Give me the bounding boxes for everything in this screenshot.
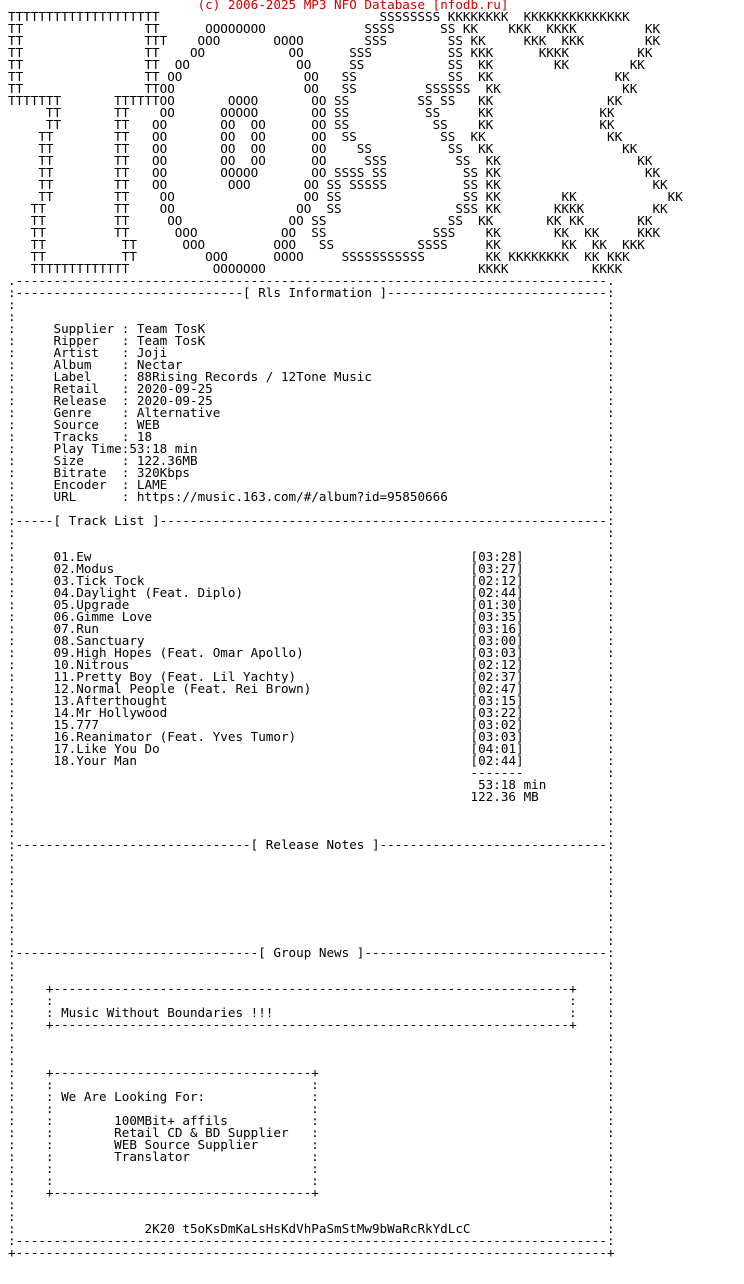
blank-line: : : xyxy=(8,525,615,540)
blank-line: : : xyxy=(8,801,615,816)
blank-line: : : xyxy=(8,1209,615,1224)
blank-line: : : xyxy=(8,501,615,516)
track-title: 14.Mr Hollywood xyxy=(53,705,168,720)
looking-for-item: : : WEB Source Supplier : : xyxy=(8,1137,615,1152)
release-info-value: Joji xyxy=(136,345,168,360)
totals-size-row: : 122.36 MB : xyxy=(8,789,615,804)
track-title: 11.Pretty Boy (Feat. Lil Yachty) xyxy=(53,669,297,684)
looking-for-title-row: : : We Are Looking For: : : xyxy=(8,1089,615,1104)
track-title: 04.Daylight (Feat. Diplo) xyxy=(53,585,244,600)
footer-code-row: : 2K20 t5oKsDmKaLsHsKdVhPaSmStMw9bWaRcRkYdLcC : xyxy=(8,1221,615,1236)
track-title: 05.Upgrade xyxy=(53,597,130,612)
box-bottom-border: :------------------------------------------------------------------------------: xyxy=(8,1233,615,1248)
motto-box-blank: : : : : xyxy=(8,993,615,1008)
track-time: [03:16] xyxy=(470,621,524,636)
looking-for-box-blank: : : : : xyxy=(8,1077,615,1092)
group-news-header: :--------------------------------[ Group News ]--------------------------------: xyxy=(8,945,615,960)
release-info-row: : Ripper : Team TosK : xyxy=(8,333,615,348)
blank-line: : : xyxy=(8,1029,615,1044)
track-title: 17.Like You Do xyxy=(53,741,160,756)
track-row: : 03.Tick Tock [02:12] : xyxy=(8,573,615,588)
blank-line: : : xyxy=(8,1053,615,1068)
total-size: 122.36 MB xyxy=(470,789,539,804)
release-info-value: Team TosK xyxy=(136,333,206,348)
looking-for-item: : : Translator : : xyxy=(8,1149,615,1164)
track-row: : 01.Ew [03:28] : xyxy=(8,549,615,564)
track-time: [04:01] xyxy=(470,741,524,756)
blank-line: : : xyxy=(8,897,615,912)
blank-line: : : xyxy=(8,933,615,948)
looking-for-item: : : Retail CD & BD Supplier : : xyxy=(8,1125,615,1140)
release-info-row: : URL : https://music.163.com/#/album?id=95850666 : xyxy=(8,489,615,504)
track-row: : 11.Pretty Boy (Feat. Lil Yachty) [02:37] : xyxy=(8,669,615,684)
track-row: : 14.Mr Hollywood [03:22] : xyxy=(8,705,615,720)
track-title: 02.Modus xyxy=(53,561,115,576)
total-play-time: 53:18 min xyxy=(478,777,547,792)
release-info-value: LAME xyxy=(136,477,168,492)
track-list-header: :-----[ Track List ]-----------------------------------------------------------: xyxy=(8,513,615,528)
track-row: : 12.Normal People (Feat. Rei Brown) [02:47] : xyxy=(8,681,615,696)
track-row: : 09.High Hopes (Feat. Omar Apollo) [03:03] : xyxy=(8,645,615,660)
blank-line: : : xyxy=(8,957,615,972)
track-row: : 07.Run [03:16] : xyxy=(8,621,615,636)
logo-art-text: TT TT OO OOOOO OO SS SS KK KK xyxy=(8,105,615,120)
blank-line: : : xyxy=(8,537,615,552)
logo-art-text: TT TT OO OO SS SS KK KK xyxy=(8,69,630,84)
logo-art-text: TT TT OOOOOOOO SSSS SS KK KKK KKKK KK xyxy=(8,21,661,36)
logo-art-text: TT TT OO OO SSS SS KKK KKKK KK xyxy=(8,45,653,60)
track-title: 18.Your Man xyxy=(53,753,137,768)
track-row: : 15.777 [03:02] : xyxy=(8,717,615,732)
release-info-value: Nectar xyxy=(136,357,183,372)
box-end-border: +------------------------------------------------------------------------------+ xyxy=(8,1245,615,1260)
motto-box-bottom: : +--------------------------------------------------------------------+ : xyxy=(8,1017,615,1032)
logo-art-text: TTTTTTT TTTTTTOO OOOO OO SS SS SS KK KK xyxy=(8,93,623,108)
logo-art-text: TT TTOO OO SS SSSSSS KK KK xyxy=(8,81,638,96)
release-info-row: : Supplier : Team TosK : xyxy=(8,321,615,336)
release-info-row: : Size : 122.36MB : xyxy=(8,453,615,468)
track-title: 07.Run xyxy=(53,621,99,636)
blank-line: : : xyxy=(8,921,615,936)
track-time: [03:15] xyxy=(470,693,524,708)
track-row: : 13.Afterthought [03:15] : xyxy=(8,693,615,708)
totals-time-row: : 53:18 min : xyxy=(8,777,615,792)
release-info-row: : Release : 2020-09-25 : xyxy=(8,393,615,408)
track-row: : 08.Sanctuary [03:00] : xyxy=(8,633,615,648)
release-info-value: 18 xyxy=(136,429,153,444)
looking-for-item-text: Retail CD & BD Supplier xyxy=(114,1125,289,1140)
track-title: 09.High Hopes (Feat. Omar Apollo) xyxy=(53,645,304,660)
logo-art-text: TT TT OO OOO OO SS SSSSS SS KK KK xyxy=(8,177,668,192)
blank-line: : : xyxy=(8,1197,615,1212)
motto-box-top: : +--------------------------------------------------------------------+ : xyxy=(8,981,615,996)
release-info-value: 2020-09-25 xyxy=(136,381,213,396)
track-time: [03:27] xyxy=(470,561,524,576)
track-time: [02:12] xyxy=(470,657,524,672)
track-title: 01.Ew xyxy=(53,549,92,564)
logo-art-text: TT TT OO OO OO OO SS SS KK KK xyxy=(8,117,615,132)
track-row: : 17.Like You Do [04:01] : xyxy=(8,741,615,756)
logo-art-text: TT TT OO OO SS SS KK KK KK xyxy=(8,189,683,204)
track-time: [03:03] xyxy=(470,729,524,744)
looking-for-item-text: WEB Source Supplier xyxy=(114,1137,259,1152)
blank-line: : : xyxy=(8,909,615,924)
track-time: [02:44] xyxy=(470,585,524,600)
release-info-row: : Tracks : 18 : xyxy=(8,429,615,444)
release-notes-header: :-------------------------------[ Release Notes ]------------------------------: xyxy=(8,837,615,852)
release-info-value: 320Kbps xyxy=(136,465,190,480)
blank-line: : : xyxy=(8,825,615,840)
track-title: 13.Afterthought xyxy=(53,693,168,708)
track-title: 08.Sanctuary xyxy=(53,633,145,648)
release-info-value: 122.36MB xyxy=(136,453,198,468)
looking-for-box-bottom: : +----------------------------------+ : xyxy=(8,1185,615,1200)
footer-code: 2K20 t5oKsDmKaLsHsKdVhPaSmStMw9bWaRcRkYdLcC xyxy=(144,1221,471,1236)
logo-art-text: TT TT OO OO SS SSS KK KKKK KK xyxy=(8,201,668,216)
logo-art-text: TT TT OO OO SS SS KK KK KK xyxy=(8,57,645,72)
track-title: 06.Gimme Love xyxy=(53,609,153,624)
looking-for-box-blank: : : : : xyxy=(8,1101,615,1116)
release-info-value: 88Rising Records / 12Tone Music xyxy=(136,369,372,384)
release-info-row: : Label : 88Rising Records / 12Tone Music : xyxy=(8,369,615,384)
track-time: [02:44] xyxy=(470,753,524,768)
logo-art-text: TTTTTTTTTTTTT OOOOOOO KKKK KKKK xyxy=(8,261,623,276)
blank-line: : : xyxy=(8,885,615,900)
release-info-value: Alternative xyxy=(136,405,221,420)
blank-line: : : xyxy=(8,1041,615,1056)
looking-for-box-blank: : : : : xyxy=(8,1173,615,1188)
looking-for-box-blank: : : : : xyxy=(8,1161,615,1176)
track-time: [03:02] xyxy=(470,717,524,732)
track-time: [02:47] xyxy=(470,681,524,696)
logo-art-text: TT TT OOO OO SS SSS KK KK KK KKK xyxy=(8,225,661,240)
release-info-row: : Artist : Joji : xyxy=(8,345,615,360)
logo-art-text: TT TT OO OOOOO OO SSSS SS SS KK KK xyxy=(8,165,661,180)
release-info-value: https://music.163.com/#/album?id=95850666 xyxy=(136,489,448,504)
release-info-value: 2020-09-25 xyxy=(136,393,213,408)
motto-row: : : Music Without Boundaries !!! : : xyxy=(8,1005,615,1020)
track-title: 15.777 xyxy=(53,717,99,732)
release-info-row: : Genre : Alternative : xyxy=(8,405,615,420)
track-row: : 02.Modus [03:27] : xyxy=(8,561,615,576)
release-info-row: : Retail : 2020-09-25 : xyxy=(8,381,615,396)
logo-art-text: TT TT OO OO OO OO SS SS KK KK xyxy=(8,141,638,156)
track-row: : 10.Nitrous [02:12] : xyxy=(8,657,615,672)
release-info-value: WEB xyxy=(136,417,160,432)
release-notes-header-title: [ Release Notes ] xyxy=(250,837,380,852)
release-info-row: : Bitrate : 320Kbps : xyxy=(8,465,615,480)
track-time: [02:37] xyxy=(470,669,524,684)
blank-line: : : xyxy=(8,849,615,864)
release-info-value: 53:18 min xyxy=(129,441,198,456)
track-row: : 18.Your Man [02:44] : xyxy=(8,753,615,768)
release-info-row: : Play Time:53:18 min : xyxy=(8,441,615,456)
looking-for-title: We Are Looking For: xyxy=(61,1089,206,1104)
rls-information-header-title: [ Rls Information ] xyxy=(243,285,388,300)
group-news-header-title: [ Group News ] xyxy=(258,945,365,960)
logo-art-text: TT TT OOO OOOO SSSSSSSSSSS KK KKKKKKKK KK KKK xyxy=(8,249,630,264)
track-title: 10.Nitrous xyxy=(53,657,130,672)
logo-art-text: TTTTTTTTTTTTTTTTTTTT SSSSSSSS KKKKKKKK KKKKKKKKKKKKKK xyxy=(8,9,630,24)
logo-art-text: TT TT OOO OOO SS SSSS KK KK KK KKK xyxy=(8,237,645,252)
track-time: [01:30] xyxy=(470,597,524,612)
release-info-row: : Source : WEB : xyxy=(8,417,615,432)
box-top-border: .------------------------------------------------------------------------------. xyxy=(8,273,615,288)
track-time: [03:03] xyxy=(470,645,524,660)
logo-art-text: TT TT OO OO OO OO SS SS KK KK xyxy=(8,129,623,144)
track-title: 12.Normal People (Feat. Rei Brown) xyxy=(53,681,312,696)
looking-for-item-text: Translator xyxy=(114,1149,190,1164)
totals-rule: : ------- : xyxy=(8,765,615,780)
blank-line: : : xyxy=(8,969,615,984)
looking-for-item-text: 100MBit+ affils xyxy=(114,1113,228,1128)
blank-line: : : xyxy=(8,813,615,828)
looking-for-item: : : 100MBit+ affils : : xyxy=(8,1113,615,1128)
logo-art-text: TT TTT OOO OOOO SSS SS KK KKK KKK KK xyxy=(8,33,661,48)
header-credit: (c) 2006-2025 MP3 NFO Database [nfodb.ru] xyxy=(197,0,509,12)
track-title: 03.Tick Tock xyxy=(53,573,145,588)
track-time: [02:12] xyxy=(470,573,524,588)
blank-line: : : xyxy=(8,873,615,888)
blank-line: : : xyxy=(8,861,615,876)
release-info-row: : Album : Nectar : xyxy=(8,357,615,372)
track-time: [03:22] xyxy=(470,705,524,720)
blank-line: : : xyxy=(8,309,615,324)
track-list-header-title: [ Track List ] xyxy=(53,513,160,528)
release-info-value: Team TosK xyxy=(136,321,206,336)
rls-information-header: :------------------------------[ Rls Information ]-----------------------------: xyxy=(8,285,615,300)
track-time: [03:28] xyxy=(470,549,524,564)
nfo-document xyxy=(8,0,683,1259)
looking-for-box-top: : +----------------------------------+ : xyxy=(8,1065,615,1080)
track-time: [03:35] xyxy=(470,609,524,624)
release-info-row: : Encoder : LAME : xyxy=(8,477,615,492)
logo-art-text: TT TT OO OO OO OO SSS SS KK KK xyxy=(8,153,653,168)
track-row: : 04.Daylight (Feat. Diplo) [02:44] : xyxy=(8,585,615,600)
track-row: : 16.Reanimator (Feat. Yves Tumor) [03:03] : xyxy=(8,729,615,744)
track-row: : 05.Upgrade [01:30] : xyxy=(8,597,615,612)
group-motto: Music Without Boundaries !!! xyxy=(61,1005,274,1020)
logo-art-text: TT TT OO OO SS SS KK KK KK KK xyxy=(8,213,653,228)
track-title: 16.Reanimator (Feat. Yves Tumor) xyxy=(53,729,297,744)
track-row: : 06.Gimme Love [03:35] : xyxy=(8,609,615,624)
track-time: [03:00] xyxy=(470,633,524,648)
blank-line: : : xyxy=(8,297,615,312)
